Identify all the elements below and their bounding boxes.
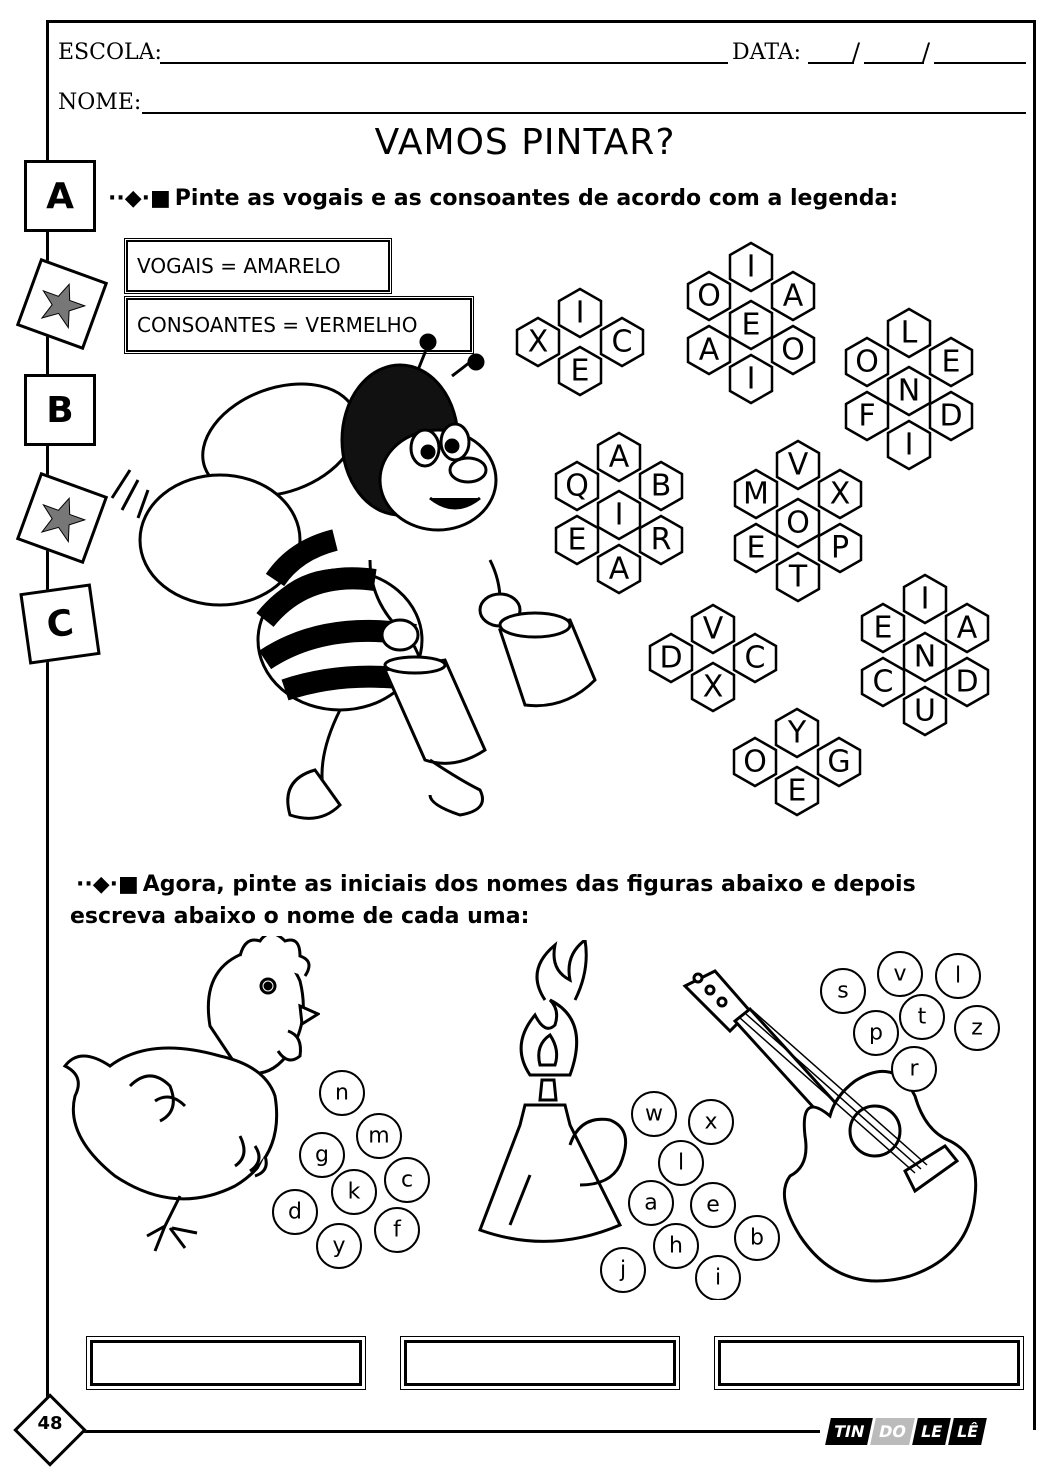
hex-cell[interactable]	[559, 347, 601, 395]
letter-circle-text: e	[706, 1192, 720, 1218]
name-field[interactable]	[142, 112, 1026, 114]
hex-letter: V	[787, 447, 809, 483]
bullet-icon: ··◆·■	[108, 186, 171, 211]
hex-letter: A	[608, 551, 630, 587]
hex-cell[interactable]	[818, 738, 860, 786]
letter-circle-text: t	[917, 1004, 927, 1030]
letter-circle[interactable]	[689, 1100, 733, 1144]
letter-circle[interactable]	[854, 1011, 898, 1055]
hex-letter: O	[743, 744, 767, 780]
hex-letter: X	[527, 324, 549, 360]
date-day-field[interactable]	[808, 62, 854, 64]
hex-letter: I	[746, 249, 756, 285]
hex-cell[interactable]	[776, 767, 818, 815]
hex-letter: F	[858, 398, 876, 434]
hex-cell[interactable]	[517, 318, 559, 366]
hex-letter: I	[746, 361, 756, 397]
side-card-b	[24, 374, 96, 446]
hex-cell[interactable]	[556, 516, 598, 564]
letter-circle[interactable]	[317, 1224, 361, 1268]
hex-cell[interactable]	[946, 604, 988, 652]
hex-letter: E	[787, 773, 807, 809]
hex-letter: D	[939, 398, 963, 434]
hex-letter: O	[697, 278, 721, 314]
letter-circle-text: g	[315, 1142, 329, 1168]
letter-circle[interactable]	[385, 1158, 429, 1202]
frame-bottom	[80, 1430, 820, 1433]
hex-cell[interactable]	[846, 392, 888, 440]
letter-circle[interactable]	[735, 1216, 779, 1260]
hex-letter: E	[941, 344, 961, 380]
brand-part: LÊ	[948, 1418, 987, 1445]
page-title: VAMOS PINTAR?	[374, 122, 676, 163]
letter-circle[interactable]	[691, 1183, 735, 1227]
hex-cell[interactable]	[692, 605, 734, 653]
brand-part: DO	[870, 1418, 915, 1445]
hex-cell[interactable]	[556, 462, 598, 510]
school-field[interactable]	[160, 62, 728, 64]
hex-cell[interactable]	[888, 367, 930, 415]
instruction-2-line-2: escreva abaixo o nome de cada uma:	[70, 904, 530, 929]
hex-letter: D	[659, 640, 683, 676]
hex-cell[interactable]	[772, 326, 814, 374]
honeycomb-cluster-6	[650, 605, 776, 711]
letter-circle[interactable]	[375, 1208, 419, 1252]
letter-circle-text: f	[393, 1217, 401, 1243]
brand-logo	[828, 1418, 984, 1445]
hex-letter: T	[788, 559, 808, 595]
star-card-1	[16, 258, 108, 350]
hex-letter: A	[782, 278, 804, 314]
letter-circle[interactable]	[955, 1006, 999, 1050]
hex-letter: C	[611, 324, 633, 360]
letter-circle[interactable]	[892, 1047, 936, 1091]
hex-letter: E	[567, 522, 587, 558]
answer-box-guitar[interactable]	[718, 1340, 1020, 1386]
letter-circle-text: a	[644, 1190, 658, 1216]
legend-consonants-text: CONSOANTES = VERMELHO	[137, 313, 418, 337]
hex-letter: R	[650, 522, 672, 558]
letter-circle-text: y	[332, 1233, 346, 1259]
hex-cell[interactable]	[598, 433, 640, 481]
hex-letter: I	[575, 295, 585, 331]
hex-letter: I	[904, 427, 914, 463]
letter-circle-text: p	[869, 1020, 883, 1046]
hex-letter: A	[956, 610, 978, 646]
hex-letter: I	[920, 581, 930, 617]
hex-letter: A	[698, 332, 720, 368]
page-number: 48	[37, 1413, 63, 1434]
honeycomb-cluster-4	[556, 433, 682, 593]
honeycomb-area	[500, 230, 1020, 830]
hex-cell[interactable]	[735, 524, 777, 572]
hex-cell[interactable]	[559, 289, 601, 337]
letter-circle[interactable]	[320, 1071, 364, 1115]
honeycomb-cluster-1	[517, 289, 643, 395]
date-separator-2: /	[922, 38, 931, 66]
star-card-2	[16, 472, 108, 564]
side-card-letter: A	[46, 175, 74, 217]
star-icon	[31, 273, 93, 335]
hex-letter: O	[786, 505, 810, 541]
letter-circle-text: b	[750, 1225, 764, 1251]
frame-top	[46, 20, 1036, 23]
letter-circle-text: v	[893, 961, 907, 987]
hex-cell[interactable]	[598, 545, 640, 593]
letter-circle-text: i	[714, 1265, 722, 1291]
star-icon	[31, 487, 93, 549]
instruction-1-text: Pinte as vogais e as consoantes de acordo com a legenda:	[174, 186, 899, 211]
hex-cell[interactable]	[776, 709, 818, 757]
date-label: DATA:	[732, 40, 802, 65]
hex-cell[interactable]	[730, 355, 772, 403]
hex-cell[interactable]	[688, 326, 730, 374]
hex-cell[interactable]	[862, 658, 904, 706]
letter-circle-text: s	[837, 978, 849, 1004]
answer-box-lamp[interactable]	[404, 1340, 676, 1386]
letter-circle[interactable]	[900, 995, 944, 1039]
hex-letter: O	[855, 344, 879, 380]
letter-circle-text: h	[669, 1233, 683, 1259]
school-label: ESCOLA:	[58, 40, 162, 65]
letter-circle-text: k	[347, 1179, 361, 1205]
letter-circle[interactable]	[632, 1092, 676, 1136]
hex-letter: U	[914, 693, 936, 729]
hex-cell[interactable]	[819, 524, 861, 572]
hex-letter: E	[873, 610, 893, 646]
letter-circle-text: l	[954, 963, 962, 989]
hex-cell[interactable]	[688, 272, 730, 320]
brand-part: TIN	[825, 1418, 873, 1445]
legend-vowels	[124, 238, 392, 294]
hex-letter: L	[900, 315, 918, 351]
hex-letter: X	[702, 669, 724, 705]
hex-cell[interactable]	[735, 470, 777, 518]
letter-circle[interactable]	[300, 1133, 344, 1177]
letter-circle[interactable]	[659, 1141, 703, 1185]
brand-part: LE	[912, 1418, 951, 1445]
hex-cell[interactable]	[772, 272, 814, 320]
hex-letter: O	[781, 332, 805, 368]
hex-cell[interactable]	[650, 634, 692, 682]
hex-cell[interactable]	[904, 633, 946, 681]
hex-cell[interactable]	[904, 687, 946, 735]
letter-circle-text: m	[368, 1123, 390, 1149]
hex-cell[interactable]	[777, 499, 819, 547]
letter-circle[interactable]	[273, 1190, 317, 1234]
hex-letter: Y	[787, 715, 807, 751]
letter-circle[interactable]	[357, 1114, 401, 1158]
bullet-icon: ··◆·■	[76, 872, 139, 897]
instruction-1	[108, 186, 898, 211]
letter-circle-text: c	[400, 1167, 414, 1193]
letter-circle-text: w	[645, 1101, 663, 1127]
side-card-letter: B	[46, 389, 74, 431]
hex-cell[interactable]	[862, 604, 904, 652]
honeycomb-cluster-5	[735, 441, 861, 601]
letter-circle[interactable]	[332, 1170, 376, 1214]
hex-cell[interactable]	[846, 338, 888, 386]
name-label: NOME:	[58, 90, 142, 115]
letter-circle-text: l	[677, 1150, 685, 1176]
hex-cell[interactable]	[640, 462, 682, 510]
hex-cell[interactable]	[640, 516, 682, 564]
hex-cell[interactable]	[734, 634, 776, 682]
hex-cell[interactable]	[930, 392, 972, 440]
hex-letter: A	[608, 439, 630, 475]
letter-circle[interactable]	[821, 969, 865, 1013]
answer-box-hen[interactable]	[90, 1340, 362, 1386]
legend-vowels-text: VOGAIS = AMARELO	[137, 254, 341, 278]
hex-letter: Q	[565, 468, 589, 504]
hex-letter: X	[829, 476, 851, 512]
letter-circle-text: d	[288, 1199, 302, 1225]
letter-circle[interactable]	[601, 1248, 645, 1292]
hex-cell[interactable]	[777, 441, 819, 489]
hex-cell[interactable]	[601, 318, 643, 366]
letter-circle-text: x	[704, 1109, 718, 1135]
letter-circle-text: j	[619, 1257, 627, 1283]
hex-cell[interactable]	[598, 491, 640, 539]
hex-letter: G	[827, 744, 851, 780]
hex-letter: V	[702, 611, 724, 647]
hex-cell[interactable]	[777, 553, 819, 601]
hex-cell[interactable]	[734, 738, 776, 786]
hex-letter: N	[897, 373, 921, 409]
hex-cell[interactable]	[819, 470, 861, 518]
hex-letter: C	[744, 640, 766, 676]
hex-cell[interactable]	[888, 421, 930, 469]
hex-letter: D	[955, 664, 979, 700]
hex-cell[interactable]	[930, 338, 972, 386]
hex-cell[interactable]	[692, 663, 734, 711]
hex-letter: P	[830, 530, 850, 566]
honeycomb-cluster-3	[846, 309, 972, 469]
letter-circle[interactable]	[629, 1181, 673, 1225]
date-month-field[interactable]	[864, 62, 924, 64]
letter-circle-text: r	[909, 1056, 919, 1082]
hex-cell[interactable]	[730, 243, 772, 291]
hex-letter: E	[746, 530, 766, 566]
instruction-2	[76, 872, 916, 897]
letter-circle[interactable]	[696, 1256, 740, 1300]
side-card-letter: C	[44, 601, 76, 647]
side-card-c	[19, 583, 100, 664]
date-year-field[interactable]	[934, 62, 1026, 64]
hex-letter: M	[743, 476, 769, 512]
honeycomb-cluster-7	[862, 575, 988, 735]
hex-letter: E	[570, 353, 590, 389]
letter-circle[interactable]	[936, 954, 980, 998]
hex-cell[interactable]	[730, 301, 772, 349]
letter-circle[interactable]	[878, 952, 922, 996]
hex-letter: E	[741, 307, 761, 343]
hex-letter: N	[913, 639, 937, 675]
hex-cell[interactable]	[946, 658, 988, 706]
letter-circles-area	[260, 940, 1020, 1300]
hex-cell[interactable]	[888, 309, 930, 357]
honeycomb-cluster-8	[734, 709, 860, 815]
letter-circle-text: z	[971, 1015, 983, 1041]
letter-circle[interactable]	[654, 1224, 698, 1268]
frame-right	[1033, 20, 1036, 1430]
instruction-2-text-1: Agora, pinte as iniciais dos nomes das figuras abaixo e depois	[142, 872, 916, 897]
date-separator-1: /	[852, 38, 861, 66]
hex-letter: I	[614, 497, 624, 533]
hex-cell[interactable]	[904, 575, 946, 623]
letter-circle-text: n	[335, 1080, 349, 1106]
side-card-a	[24, 160, 96, 232]
hex-letter: B	[650, 468, 672, 504]
honeycomb-cluster-2	[688, 243, 814, 403]
hex-letter: C	[872, 664, 894, 700]
